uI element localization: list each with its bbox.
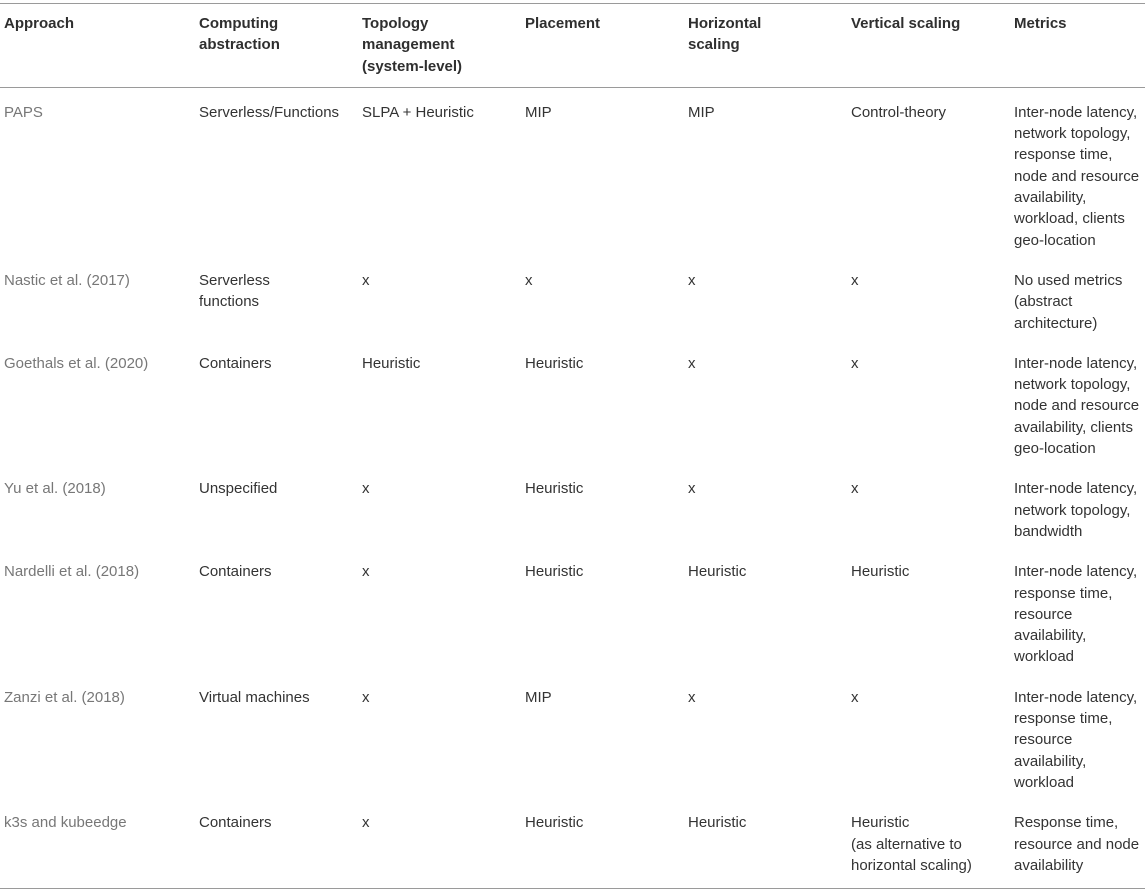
- cell-text: Heuristic: [525, 354, 584, 372]
- cell-line: response time,: [1014, 710, 1113, 728]
- cell-text: Heuristic: [525, 814, 584, 832]
- table-row: [0, 798, 1145, 888]
- cell-line: Inter-node latency,: [1014, 103, 1138, 121]
- header-line: scaling: [688, 36, 740, 54]
- header-metrics: [1014, 4, 1145, 88]
- cell-line: Heuristic: [851, 563, 910, 581]
- cell-text: x: [688, 271, 696, 289]
- cell-horizontal-scaling: [688, 547, 851, 672]
- cell-line: network topology,: [1014, 376, 1131, 394]
- cell-line: functions: [199, 293, 260, 311]
- cell-line: response time,: [1014, 146, 1113, 164]
- cell-line: horizontal scaling): [851, 856, 972, 874]
- cell-line: node and resource: [1014, 397, 1140, 415]
- cell-vertical-scaling: [851, 87, 1014, 256]
- header-line: Metrics: [1014, 15, 1067, 32]
- cell-vertical-scaling: [851, 256, 1014, 339]
- cell-metrics: [1014, 87, 1145, 256]
- cell-line: Inter-node latency,: [1014, 354, 1138, 372]
- cell-text: k3s and kubeedge: [4, 814, 127, 832]
- cell-approach: [0, 798, 199, 888]
- cell-computing-abstraction: [199, 547, 362, 672]
- cell-text: Yu et al. (2018): [4, 480, 106, 498]
- cell-horizontal-scaling: [688, 339, 851, 464]
- cell-topology-management: [362, 464, 525, 547]
- cell-computing-abstraction: [199, 256, 362, 339]
- table-row: [0, 673, 1145, 798]
- cell-metrics: [1014, 673, 1145, 798]
- header-vertical-scaling: [851, 4, 1014, 88]
- cell-text: x: [362, 480, 370, 498]
- cell-line: availability,: [1014, 627, 1087, 645]
- cell-line: bandwidth: [1014, 522, 1083, 540]
- cell-approach: [0, 547, 199, 672]
- cell-line: Containers: [199, 814, 272, 832]
- header-computing-abstraction: [199, 4, 362, 88]
- cell-text: MIP: [688, 103, 715, 121]
- cell-approach: [0, 256, 199, 339]
- cell-line: (as alternative to: [851, 835, 962, 853]
- cell-text: x: [688, 480, 696, 498]
- cell-topology-management: [362, 547, 525, 672]
- cell-text: x: [362, 814, 370, 832]
- cell-text: MIP: [525, 688, 552, 706]
- cell-vertical-scaling: [851, 798, 1014, 888]
- cell-line: resource: [1014, 605, 1073, 623]
- cell-horizontal-scaling: [688, 256, 851, 339]
- header-line: Approach: [4, 15, 75, 32]
- header-line: (system-level): [362, 57, 463, 75]
- cell-line: Unspecified: [199, 480, 278, 498]
- cell-line: geo-location: [1014, 231, 1096, 249]
- cell-line: (abstract: [1014, 293, 1073, 311]
- cell-line: resource: [1014, 731, 1073, 749]
- cell-text: x: [362, 688, 370, 706]
- cell-placement: [525, 339, 688, 464]
- cell-metrics: [1014, 464, 1145, 547]
- cell-topology-management: [362, 87, 525, 256]
- cell-text: Heuristic: [525, 480, 584, 498]
- cell-metrics: [1014, 547, 1145, 672]
- cell-computing-abstraction: [199, 339, 362, 464]
- cell-line: Heuristic: [851, 814, 910, 832]
- table-row: [0, 339, 1145, 464]
- cell-line: availability,: [1014, 189, 1087, 207]
- cell-placement: [525, 256, 688, 339]
- cell-line: x: [851, 688, 859, 706]
- cell-placement: [525, 673, 688, 798]
- cell-text: SLPA + Heuristic: [362, 103, 474, 121]
- cell-line: Containers: [199, 563, 272, 581]
- cell-metrics: [1014, 339, 1145, 464]
- cell-line: workload: [1014, 648, 1075, 666]
- table-body: [0, 87, 1145, 888]
- cell-placement: [525, 798, 688, 888]
- cell-approach: [0, 464, 199, 547]
- cell-horizontal-scaling: [688, 798, 851, 888]
- cell-metrics: [1014, 798, 1145, 888]
- cell-text: x: [688, 354, 696, 372]
- cell-metrics: [1014, 256, 1145, 339]
- cell-line: node and resource: [1014, 167, 1140, 185]
- cell-line: network topology,: [1014, 125, 1131, 143]
- cell-topology-management: [362, 256, 525, 339]
- table-row: [0, 256, 1145, 339]
- header-row: [0, 4, 1145, 88]
- cell-text: Zanzi et al. (2018): [4, 688, 125, 706]
- cell-line: workload: [1014, 773, 1075, 791]
- cell-text: MIP: [525, 103, 552, 121]
- cell-computing-abstraction: [199, 87, 362, 256]
- header-placement: [525, 4, 688, 88]
- header-topology-management: [362, 4, 525, 88]
- cell-text: x: [362, 563, 370, 581]
- cell-approach: [0, 673, 199, 798]
- cell-line: Inter-node latency,: [1014, 688, 1138, 706]
- cell-horizontal-scaling: [688, 87, 851, 256]
- cell-line: No used metrics: [1014, 271, 1123, 289]
- cell-line: x: [851, 480, 859, 498]
- cell-line: availability,: [1014, 752, 1087, 770]
- cell-text: x: [688, 688, 696, 706]
- cell-line: response time,: [1014, 584, 1113, 602]
- cell-text: x: [525, 271, 533, 289]
- comparison-table-container: [0, 3, 1145, 874]
- cell-topology-management: [362, 339, 525, 464]
- cell-horizontal-scaling: [688, 673, 851, 798]
- cell-computing-abstraction: [199, 673, 362, 798]
- cell-vertical-scaling: [851, 339, 1014, 464]
- cell-horizontal-scaling: [688, 464, 851, 547]
- cell-vertical-scaling: [851, 673, 1014, 798]
- header-approach: [0, 4, 199, 88]
- cell-line: availability, clients: [1014, 418, 1133, 436]
- table-row: [0, 87, 1145, 256]
- cell-line: Virtual machines: [199, 688, 310, 706]
- cell-line: Serverless/Functions: [199, 103, 340, 121]
- header-line: Computing: [199, 15, 279, 32]
- cell-line: Inter-node latency,: [1014, 480, 1138, 498]
- header-line: Topology: [362, 15, 429, 32]
- table-row: [0, 464, 1145, 547]
- table-row: [0, 547, 1145, 672]
- cell-approach: [0, 87, 199, 256]
- cell-topology-management: [362, 673, 525, 798]
- cell-text: PAPS: [4, 103, 43, 121]
- cell-line: architecture): [1014, 314, 1098, 332]
- header-horizontal-scaling: [688, 4, 851, 88]
- cell-placement: [525, 87, 688, 256]
- cell-text: Heuristic: [525, 563, 584, 581]
- cell-vertical-scaling: [851, 464, 1014, 547]
- cell-line: x: [851, 354, 859, 372]
- cell-text: Nastic et al. (2017): [4, 271, 130, 289]
- cell-computing-abstraction: [199, 464, 362, 547]
- cell-text: Heuristic: [362, 354, 421, 372]
- cell-text: Heuristic: [688, 563, 747, 581]
- cell-line: workload, clients: [1014, 210, 1125, 228]
- cell-line: x: [851, 271, 859, 289]
- cell-line: availability: [1014, 856, 1084, 874]
- cell-placement: [525, 464, 688, 547]
- cell-line: network topology,: [1014, 501, 1131, 519]
- cell-text: Goethals et al. (2020): [4, 354, 149, 372]
- cell-line: Serverless: [199, 271, 270, 289]
- cell-line: resource and node: [1014, 835, 1140, 853]
- cell-line: geo-location: [1014, 440, 1096, 458]
- cell-text: Nardelli et al. (2018): [4, 563, 140, 581]
- cell-approach: [0, 339, 199, 464]
- header-line: management: [362, 36, 455, 54]
- cell-placement: [525, 547, 688, 672]
- header-line: Placement: [525, 15, 601, 32]
- cell-line: Containers: [199, 354, 272, 372]
- cell-line: Control-theory: [851, 103, 947, 121]
- cell-topology-management: [362, 798, 525, 888]
- header-line: abstraction: [199, 36, 280, 54]
- table-header: [0, 4, 1145, 88]
- cell-computing-abstraction: [199, 798, 362, 888]
- cell-line: Inter-node latency,: [1014, 563, 1138, 581]
- header-line: Vertical scaling: [851, 15, 961, 32]
- header-line: Horizontal: [688, 15, 762, 32]
- comparison-table: [0, 3, 1145, 889]
- cell-vertical-scaling: [851, 547, 1014, 672]
- cell-text: Heuristic: [688, 814, 747, 832]
- cell-text: x: [362, 271, 370, 289]
- cell-line: Response time,: [1014, 814, 1119, 832]
